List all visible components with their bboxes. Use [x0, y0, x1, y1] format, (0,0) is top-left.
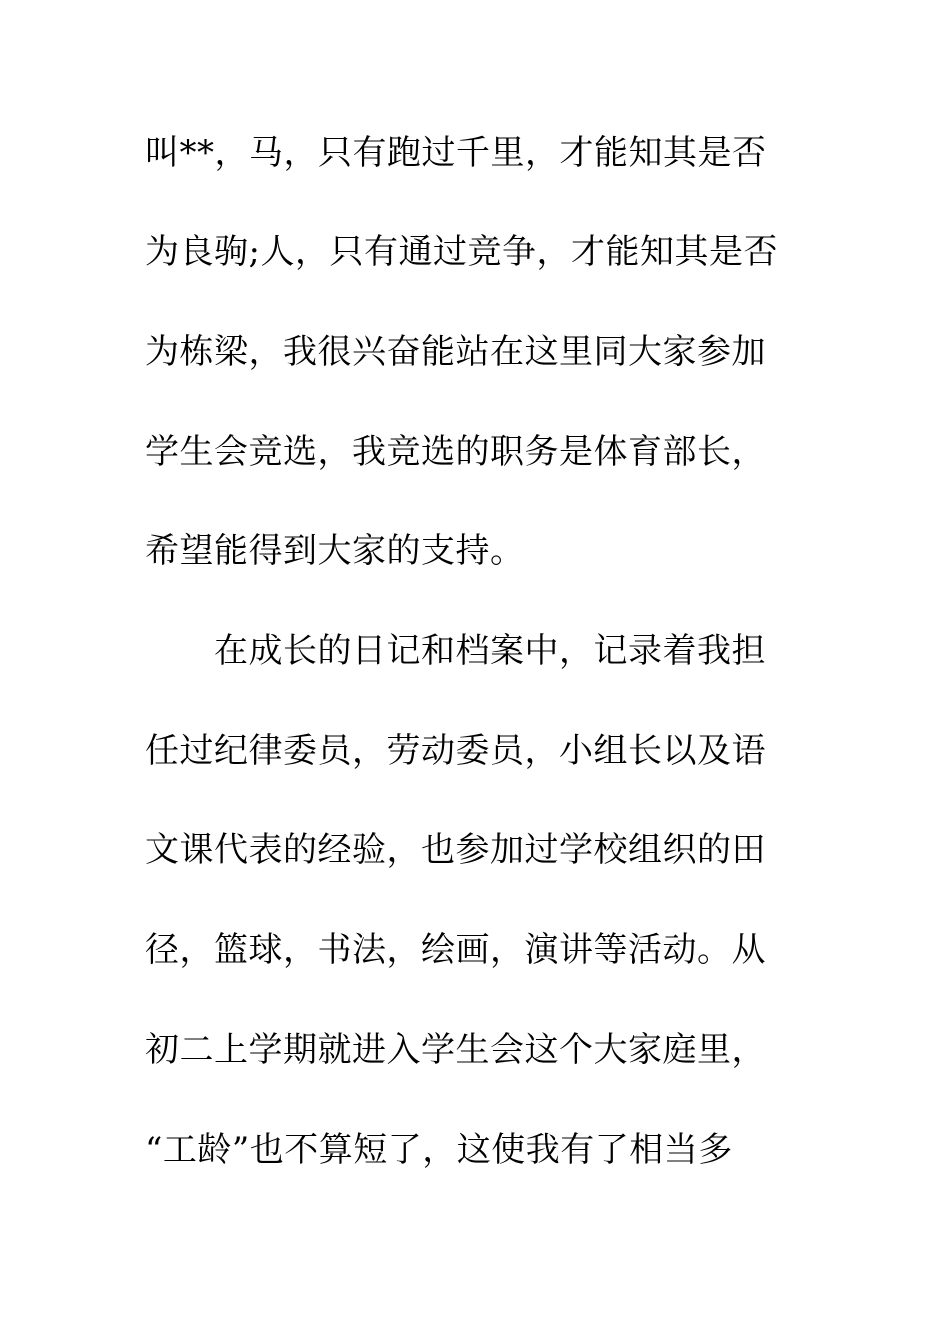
text-line-2: 为良驹;人，只有通过竞争，才能知其是否: [145, 232, 778, 272]
text-line-11: “工龄”也不算短了，这使我有了相当多: [145, 1130, 733, 1170]
text-line-9: 径，篮球，书法，绘画，演讲等活动。从: [145, 930, 766, 970]
text-line-3: 为栋梁，我很兴奋能站在这里同大家参加: [145, 332, 766, 372]
text-line-6: 在成长的日记和档案中，记录着我担: [145, 631, 766, 671]
text-line-5: 希望能得到大家的支持。: [145, 531, 525, 571]
text-line-10: 初二上学期就进入学生会这个大家庭里，: [145, 1030, 766, 1070]
text-line-1: 叫**，马，只有跑过千里，才能知其是否: [145, 133, 767, 173]
text-line-4: 学生会竞选，我竞选的职务是体育部长，: [145, 432, 766, 472]
text-line-7: 任过纪律委员，劳动委员，小组长以及语: [145, 731, 766, 771]
text-line-8: 文课代表的经验，也参加过学校组织的田: [145, 830, 766, 870]
